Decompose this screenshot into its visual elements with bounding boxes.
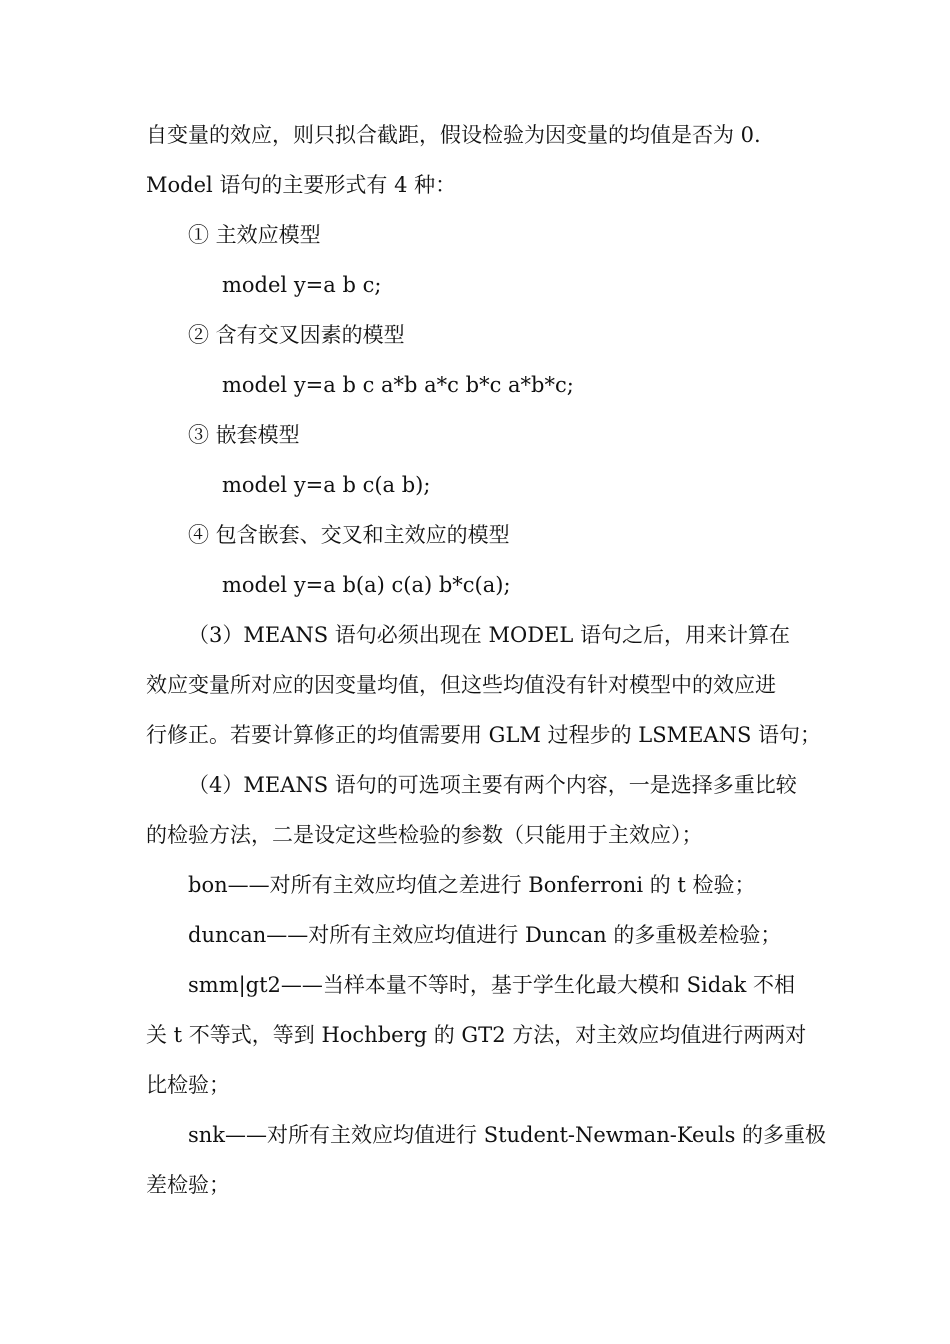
- text-line: smm|gt2——当样本量不等时，基于学生化最大模和 Sidak 不相: [188, 973, 796, 997]
- code-line: model y=a b c;: [222, 273, 382, 297]
- list-item-heading: ④ 包含嵌套、交叉和主效应的模型: [188, 523, 510, 547]
- text-line: 比检验；: [146, 1073, 230, 1097]
- text-line: 自变量的效应，则只拟合截距，假设检验为因变量的均值是否为 0.: [146, 123, 761, 147]
- text-line: 行修正。若要计算修正的均值需要用 GLM 过程步的 LSMEANS 语句；: [146, 723, 822, 747]
- text-line: 关 t 不等式，等到 Hochberg 的 GT2 方法，对主效应均值进行两两对: [146, 1023, 807, 1047]
- text-line: 的检验方法，二是设定这些检验的参数（只能用于主效应）；: [146, 823, 703, 847]
- code-line: model y=a b c a*b a*c b*c a*b*c;: [222, 373, 574, 397]
- text-line: Model 语句的主要形式有 4 种：: [146, 173, 457, 197]
- text-line: 差检验；: [146, 1173, 230, 1197]
- text-line: snk——对所有主效应均值进行 Student-Newman-Keuls 的多重极: [188, 1123, 827, 1147]
- text-line: 效应变量所对应的因变量均值，但这些均值没有针对模型中的效应进: [146, 673, 776, 697]
- list-item-heading: ③ 嵌套模型: [188, 423, 300, 447]
- text-line: （3）MEANS 语句必须出现在 MODEL 语句之后，用来计算在: [188, 623, 790, 647]
- text-line: bon——对所有主效应均值之差进行 Bonferroni 的 t 检验；: [188, 873, 756, 897]
- list-item-heading: ① 主效应模型: [188, 223, 321, 247]
- list-item-heading: ② 含有交叉因素的模型: [188, 323, 405, 347]
- text-line: duncan——对所有主效应均值进行 Duncan 的多重极差检验；: [188, 923, 782, 947]
- code-line: model y=a b c(a b);: [222, 473, 431, 497]
- code-line: model y=a b(a) c(a) b*c(a);: [222, 573, 511, 597]
- text-line: （4）MEANS 语句的可选项主要有两个内容，一是选择多重比较: [188, 773, 797, 797]
